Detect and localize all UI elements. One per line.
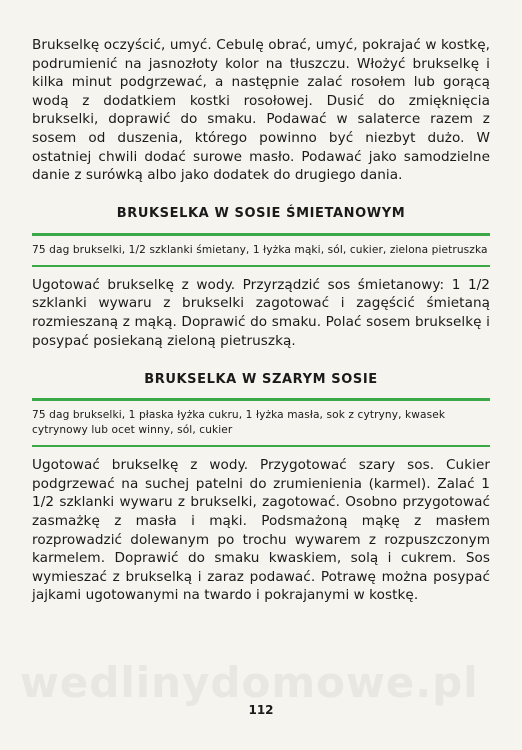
intro-paragraph: Brukselkę oczyścić, umyć. Cebulę obrać, umyć, pokrajać w kostkę, podrumienić na jasnozłoty kolor na tłuszczu. Włożyć brukselkę i kilka minut podgrzewać, a następnie zalać rosołem lub gorącą wodą z dodatkiem kostki rosołowej. Dusić do zmięknięcia brukselki, doprawić do smaku. Podawać w salaterce razem z sosem od duszenia, którego powinno być niezbyt dużo. W ostatniej chwili dodać surowe masło. Podawać jako samodzielne danie z surówką albo jako dodatek do drugiego dania. <box>32 37 490 184</box>
recipe-title-grey-sauce: BRUKSELKA W SZARYM SOSIE <box>144 372 378 388</box>
method-cream-sauce: Ugotować brukselkę z wody. Przyrządzić sos śmietanowy: 1 1/2 szklanki wywaru z brukselki zagotować i zagęścić śmietaną rozmieszaną z mąką. Doprawić do smaku. Polać sosem brukselkę i posypać posiekaną zieloną pietruszką. <box>32 276 490 349</box>
document-page <box>32 36 490 605</box>
page-number: 112 <box>248 703 274 717</box>
method-grey-sauce: Ugotować brukselkę z wody. Przygotować szary sos. Cukier podgrzewać na suchej patelni do zrumienienia (karmel). Zalać 1 1/2 szklanki wywaru z brukselki, zagotować. Osobno przygotować zasmażkę z masła i mąki. Podsmażoną mąkę z masłem rozprowadzić dolewanym po trochu wywarem z rozpuszczonym karmelem. Doprawić do smaku kwaskiem, solą i cukrem. Sos wymieszać z brukselką i zaraz podawać. Potrawę można posypać jajkami ugotowanymi na twardo i pokrajanymi w kostkę. <box>32 457 490 604</box>
ingredients-cream-sauce: 75 dag brukselki, 1/2 szklanki śmietany, 1 łyżka mąki, sól, cukier, zielona pietruszka <box>32 243 488 256</box>
ingredients-grey-sauce: 75 dag brukselki, 1 płaska łyżka cukru, 1 łyżka masła, sok z cytryny, kwasek cytrynowy lub ocet winny, sól, cukier <box>32 409 446 437</box>
watermark: wedlinydomowe.pl <box>20 658 479 707</box>
recipe-title-cream-sauce: BRUKSELKA W SOSIE ŚMIETANOWYM <box>116 205 406 221</box>
